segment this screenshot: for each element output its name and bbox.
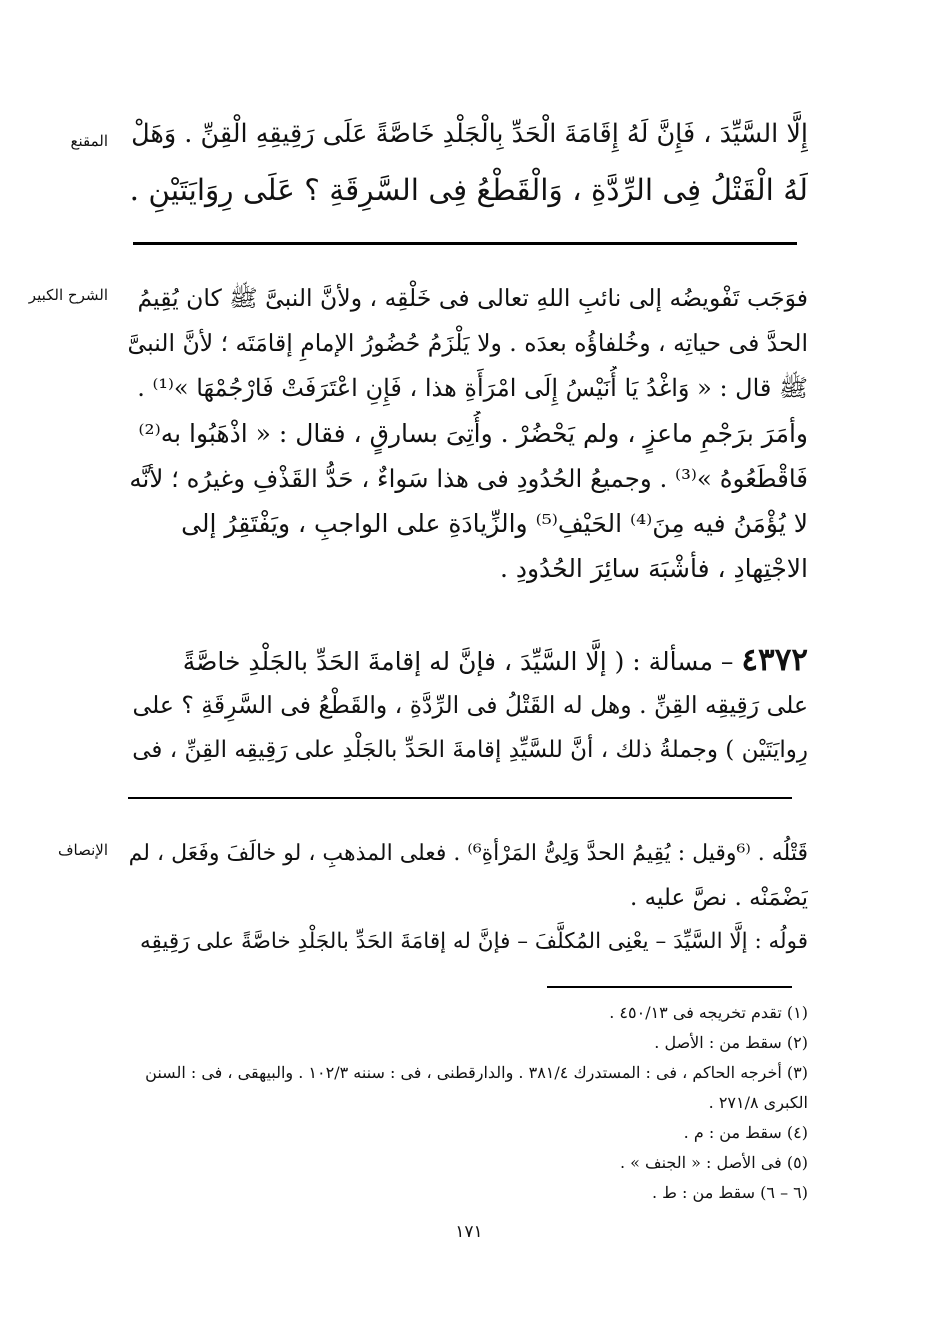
footnotes bbox=[128, 998, 808, 1208]
insaf-line: يَضْمَنْه . نصَّ عليه . bbox=[630, 885, 808, 911]
footnote: (٢) سقط من : الأصل . bbox=[654, 1033, 808, 1052]
label-insaf: الإنصاف bbox=[57, 841, 108, 859]
masala-line bbox=[128, 638, 808, 683]
label-sharh: الشرح الكبير bbox=[28, 286, 108, 304]
insaf-text bbox=[128, 832, 808, 964]
sharh-text bbox=[128, 276, 808, 591]
divider-muqni bbox=[133, 242, 797, 245]
masala-line-text: – مسألة : ( إلَّا السَّيِّدَ ، فإنَّ له إقامةَ الحَدِّ بالجَلْدِ خاصَّةً bbox=[182, 647, 734, 676]
sharh-line: فَاقْطَعُوهُ »⁽³⁾ . وجميعُ الحُدُودِ فى هذا سَواءٌ ، حَدُّ القَذْفِ وغيرُه ؛ لأنَّه bbox=[129, 464, 808, 493]
masala-text bbox=[128, 638, 808, 773]
sharh-line: وأمَرَ برَجْمِ ماعزٍ ، ولم يَحْضُرْ . وأُتِىَ بسارقٍ ، فقال : « اذْهَبُوا به⁽²⁾ bbox=[138, 419, 808, 448]
sharh-line: الحدَّ فى حياتِه ، وخُلفاؤُه بعدَه . ولا يَلْزَمُ حُضُورُ الإمامِ إقامَتَه ؛ لأنَّ النبىَّ bbox=[128, 329, 808, 357]
page-number: ١٧١ bbox=[455, 1222, 483, 1242]
muqni-line: إِلَّا السَّيِّدَ ، فَإِنَّ لَهُ إِقَامَةَ الْحَدِّ بِالْجَلْدِ خَاصَّةً عَلَى رَقِيقِهِ الْقِنِّ . وَهَلْ bbox=[131, 119, 808, 149]
footnote: (٣) أخرجه الحاكم ، فى : المستدرك ٣٨١/٤ . والدارقطنى ، فى : سننه ١٠٢/٣ . والبيهقى ، فى : السنن bbox=[145, 1063, 808, 1082]
label-muqni: المقنع bbox=[70, 132, 108, 150]
sharh-line: ﷺ قال : « وَاغْدُ يَا أُنَيْسُ إِلَى امْرَأَةِ هذا ، فَإِنِ اعْتَرَفَتْ فَارْجُمْهَا »⁽¹⁾ . bbox=[137, 374, 808, 402]
footnote: (٤) سقط من : م . bbox=[683, 1123, 808, 1142]
masala-number: ٤٣٧٢ bbox=[741, 642, 808, 678]
divider-sharh bbox=[128, 797, 792, 799]
sharh-line: فوَجَب تَفْويضُه إلى نائبِ اللهِ تعالى فى خَلْقِه ، ولأنَّ النبىَّ ﷺ كان يُقِيمُ bbox=[137, 284, 808, 312]
footnote: (٦ – ٦) سقط من : ط . bbox=[652, 1183, 808, 1202]
footnote: (١) تقدم تخريجه فى ٤٥٠/١٣ . bbox=[609, 1003, 808, 1022]
divider-footnotes bbox=[547, 986, 792, 988]
muqni-line: لَهُ الْقَتْلُ فِى الرِّدَّةِ ، وَالْقَطْعُ فِى السَّرِقَةِ ؟ عَلَى رِوَايَتَيْنِ . bbox=[129, 173, 808, 207]
sharh-line: الاجْتِهادِ ، فأشْبَهَ سائِرَ الحُدُودِ . bbox=[499, 554, 808, 583]
sharh-line: لا يُؤْمَنُ فيه مِنَ⁽⁴⁾ الحَيْفِ⁽⁵⁾ والزِّيادَةِ على الواجبِ ، ويَفْتَقِرُ إلى bbox=[181, 509, 808, 538]
masala-line: على رَقِيقِه القِنِّ . وهل له القَتْلُ فى الرِّدَّةِ ، والقَطْعُ فى السَّرِقَةِ ؟ على bbox=[132, 691, 808, 719]
footnote: (٥) فى الأصل : « الجنف » . bbox=[619, 1153, 808, 1172]
muqni-text bbox=[128, 106, 808, 218]
masala-line: رِوايَتَيْن ) وجملةُ ذلك ، أنَّ للسَّيِّدِ إقامةَ الحَدِّ بالجَلْدِ على رَقِيقِه القِنِّ ، فى bbox=[132, 737, 808, 763]
insaf-line: قَتْلُه . ⁽⁶وقيل : يُقِيمُ الحدَّ وَلِىُّ المَرْأةِ⁶⁾ . فعلى المذهبِ ، لو خالَفَ وفَعَل ، لم bbox=[128, 841, 808, 866]
footnote: الكبرى ٢٧١/٨ . bbox=[708, 1093, 808, 1112]
insaf-line: قولُه : إلَّا السَّيِّدَ – يعْنِى المُكلَّفَ – فإنَّ له إقامَةَ الحَدِّ بالجَلْدِ خاصَّةً على رَقِيقِه bbox=[139, 929, 808, 954]
